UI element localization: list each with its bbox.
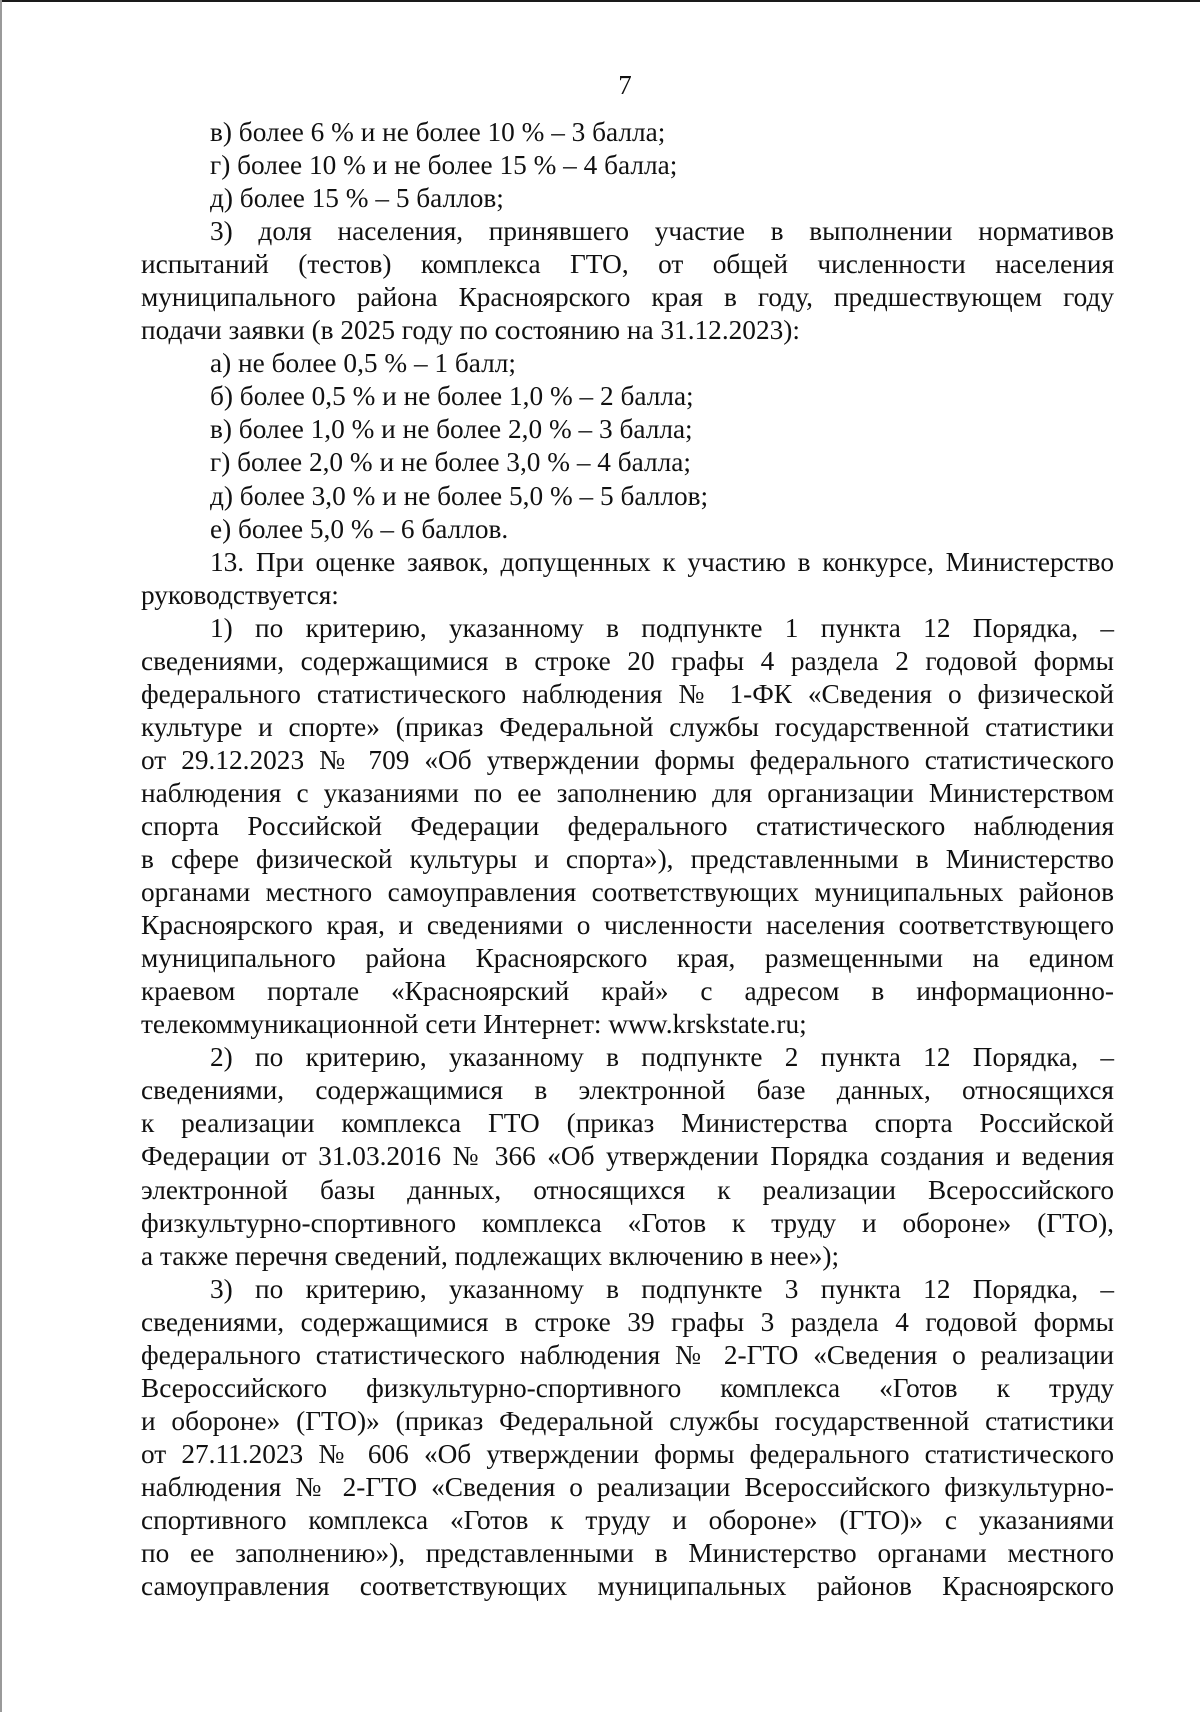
text-line: в) более 1,0 % и не более 2,0 % – 3 балла; bbox=[210, 414, 693, 445]
text-line: федерального статистического наблюдения № 2-ГТО «Сведения о реализации bbox=[141, 1339, 1114, 1370]
text-line: 3) доля населения, принявшего участие в выполнении нормативов bbox=[210, 216, 1114, 247]
text-line: а) не более 0,5 % – 1 балл; bbox=[210, 348, 516, 379]
text-line: муниципального района Красноярского края, размещенными на едином bbox=[141, 943, 1114, 974]
text-line: и обороне» (ГТО)» (приказ Федеральной службы государственной статистики bbox=[141, 1405, 1114, 1436]
text-line: телекоммуникационной сети Интернет: www.krskstate.ru; bbox=[141, 1009, 807, 1040]
text-line: органами местного самоуправления соответствующих муниципальных районов bbox=[141, 877, 1114, 908]
text-line: федерального статистического наблюдения № 1-ФК «Сведения о физической bbox=[141, 678, 1114, 709]
text-line: 1) по критерию, указанному в подпункте 1 пункта 12 Порядка, – bbox=[210, 612, 1114, 643]
text-line: муниципального района Красноярского края в году, предшествующем году bbox=[141, 282, 1114, 313]
document-body bbox=[141, 116, 1114, 1603]
text-line: Федерации от 31.03.2016 № 366 «Об утверждении Порядка создания и ведения bbox=[141, 1141, 1114, 1172]
text-line: е) более 5,0 % – 6 баллов. bbox=[210, 513, 509, 544]
text-line: подачи заявки (в 2025 году по состоянию на 31.12.2023): bbox=[141, 315, 800, 346]
text-line: 3) по критерию, указанному в подпункте 3 пункта 12 Порядка, – bbox=[210, 1273, 1114, 1304]
text-line: а также перечня сведений, подлежащих включению в нее»); bbox=[141, 1240, 840, 1271]
text-line: наблюдения № 2-ГТО «Сведения о реализации Всероссийского физкультурно- bbox=[141, 1471, 1114, 1502]
text-line: физкультурно-спортивного комплекса «Готов к труду и обороне» (ГТО), bbox=[141, 1207, 1114, 1238]
text-line: г) более 2,0 % и не более 3,0 % – 4 балла; bbox=[210, 447, 691, 478]
scan-top-border bbox=[0, 0, 1200, 2]
text-line: в) более 6 % и не более 10 % – 3 балла; bbox=[210, 117, 666, 147]
text-line: к реализации комплекса ГТО (приказ Министерства спорта Российской bbox=[141, 1108, 1114, 1139]
text-line: по ее заполнению»), представленными в Министерство органами местного bbox=[141, 1538, 1114, 1569]
text-line: от 27.11.2023 № 606 «Об утверждении формы федерального статистического bbox=[141, 1438, 1114, 1469]
text-line: от 29.12.2023 № 709 «Об утверждении формы федерального статистического bbox=[141, 744, 1114, 775]
text-line: д) более 15 % – 5 баллов; bbox=[210, 183, 504, 214]
text-line: Всероссийского физкультурно-спортивного комплекса «Готов к труду bbox=[141, 1372, 1114, 1403]
text-line: электронной базы данных, относящихся к реализации Всероссийского bbox=[141, 1174, 1114, 1205]
text-line: сведениями, содержащимися в электронной базе данных, относящихся bbox=[141, 1075, 1114, 1106]
text-line: наблюдения с указаниями по ее заполнению для организации Министерством bbox=[141, 777, 1114, 808]
text-line: д) более 3,0 % и не более 5,0 % – 5 баллов; bbox=[210, 480, 709, 511]
text-line: спорта Российской Федерации федерального статистического наблюдения bbox=[141, 810, 1114, 841]
text-line: краевом портале «Красноярский край» с адресом в информационно- bbox=[141, 976, 1114, 1007]
text-line: сведениями, содержащимися в строке 39 графы 3 раздела 4 годовой формы bbox=[141, 1306, 1114, 1337]
text-line: г) более 10 % и не более 15 % – 4 балла; bbox=[210, 150, 678, 181]
page-number: 7 bbox=[618, 70, 632, 100]
scan-left-border bbox=[0, 0, 2, 1712]
text-line: сведениями, содержащимися в строке 20 графы 4 раздела 2 годовой формы bbox=[141, 645, 1114, 676]
text-line: 13. При оценке заявок, допущенных к участию в конкурсе, Министерство bbox=[210, 546, 1114, 577]
text-line: 2) по критерию, указанному в подпункте 2 пункта 12 Порядка, – bbox=[210, 1042, 1114, 1073]
text-line: самоуправления соответствующих муниципальных районов Красноярского bbox=[141, 1571, 1114, 1602]
text-line: испытаний (тестов) комплекса ГТО, от общей численности населения bbox=[141, 249, 1114, 280]
text-line: руководствуется: bbox=[141, 579, 339, 610]
text-line: спортивного комплекса «Готов к труду и обороне» (ГТО)» с указаниями bbox=[141, 1504, 1114, 1535]
text-line: Красноярского края, и сведениями о численности населения соответствующего bbox=[141, 910, 1114, 941]
text-line: культуре и спорте» (приказ Федеральной службы государственной статистики bbox=[141, 711, 1114, 742]
text-line: в сфере физической культуры и спорта»), представленными в Министерство bbox=[141, 844, 1114, 875]
text-line: б) более 0,5 % и не более 1,0 % – 2 балла; bbox=[210, 381, 694, 412]
